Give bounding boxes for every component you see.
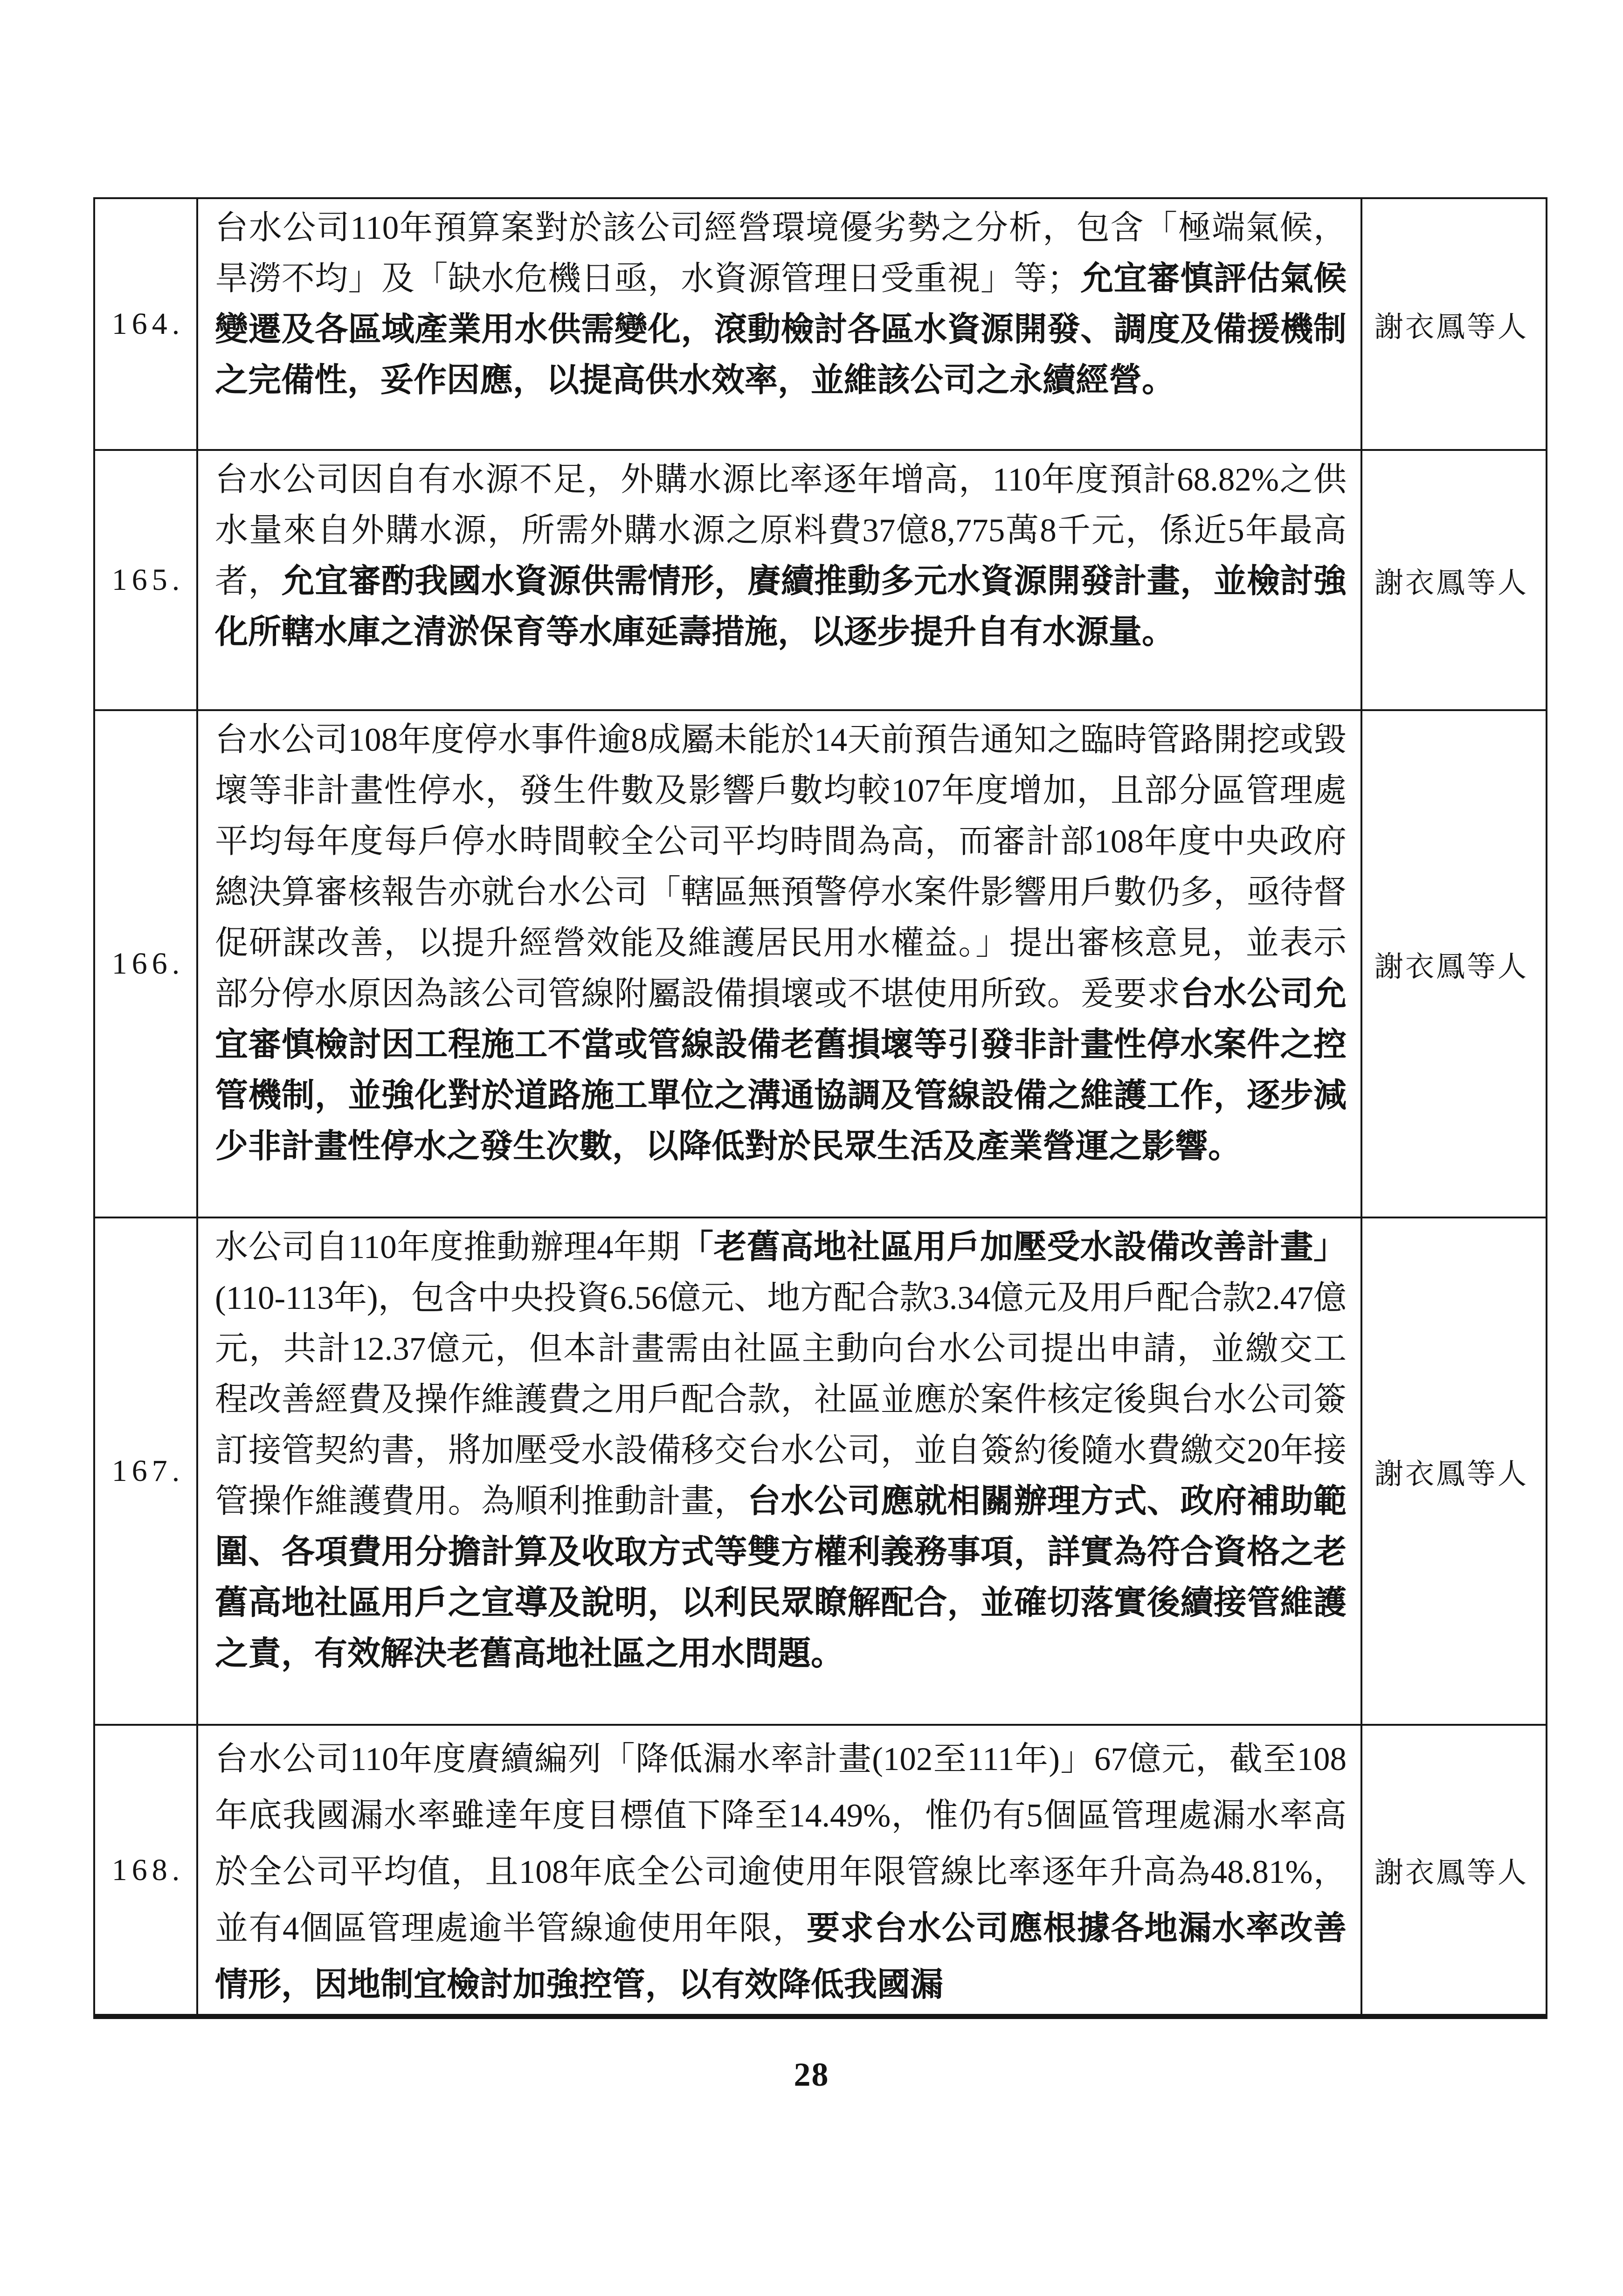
proposer-name: 謝衣鳳等人 bbox=[1374, 311, 1529, 343]
proposer-cell bbox=[1361, 199, 1546, 449]
content-segment: 台水公司因自有水源不足，外購水源比率逐年增高，110年度預計68.82%之供水量來自外購水源，所需外購水源之原料費37億8,775萬8千元，係近5年最高者， bbox=[215, 462, 1347, 600]
item-number: 166. bbox=[95, 711, 198, 1217]
item-content bbox=[198, 1218, 1361, 1724]
proposer-cell bbox=[1361, 1726, 1546, 2014]
proposer-cell bbox=[1361, 1218, 1546, 1724]
table-row bbox=[95, 1726, 1546, 2014]
content-segment: 台水公司108年度停水事件逾8成屬未能於14天前預告通知之臨時管路開挖或毀壞等非計畫性停水，發生件數及影響戶數均較107年度增加，且部分區管理處平均每年度每戶停水時間較全公司平均時間為高，而審計部108年度中央政府總決算審核報告亦就台水公司「轄區無預警停水案件影響用戶數仍多，亟待督促研謀改善，以提升經營效能及維護居民用水權益。」提出審核意見，並表示部分停水原因為該公司管線附屬設備損壞或不堪使用所致。爰要求 bbox=[215, 722, 1347, 1012]
content-segment-emphasized: 「老舊高地社區用戶加壓受水設備改善計畫」 bbox=[680, 1229, 1347, 1266]
content-segment-emphasized: 允宜審酌我國水資源供需情形，賡續推動多元水資源開發計畫，並檢討強化所轄水庫之清淤保育等水庫延壽措施，以逐步提升自有水源量。 bbox=[215, 563, 1347, 650]
item-number: 168. bbox=[95, 1726, 198, 2014]
proposer-name: 謝衣鳳等人 bbox=[1374, 1857, 1529, 1889]
item-content bbox=[198, 199, 1361, 449]
table-row bbox=[95, 1218, 1546, 1726]
content-segment-emphasized: 要求台水公司應根據各地漏水率改善情形，因地制宜檢討加強控管，以有效降低我國漏 bbox=[215, 1910, 1347, 2003]
content-segment-emphasized: 台水公司應就相關辦理方式、政府補助範圍、各項費用分擔計算及收取方式等雙方權利義務事項，詳實為符合資格之老舊高地社區用戶之宣導及說明，以利民眾瞭解配合，並確切落實後續接管維護之責，有效解決老舊高地社區之用水問題。 bbox=[215, 1483, 1347, 1672]
content-segment: 台水公司110年度賡續編列「降低漏水率計畫(102至111年)」67億元，截至108年底我國漏水率雖達年度目標值下降至14.49%，惟仍有5個區管理處漏水率高於全公司平均值，且108年底全公司逾使用年限管線比率逐年升高為48.81%，並有4個區管理處逾半管線逾使用年限， bbox=[215, 1741, 1347, 1947]
review-opinions-table bbox=[93, 197, 1547, 2019]
proposer-name: 謝衣鳳等人 bbox=[1374, 951, 1529, 983]
item-number: 167. bbox=[95, 1218, 198, 1724]
table-row bbox=[95, 451, 1546, 711]
item-content bbox=[198, 711, 1361, 1217]
item-number: 164. bbox=[95, 199, 198, 449]
content-segment: 水公司自110年度推動辦理4年期 bbox=[215, 1229, 680, 1266]
content-segment: 台水公司110年預算案對於該公司經營環境優劣勢之分析，包含「極端氣候，旱澇不均」及「缺水危機日亟，水資源管理日受重視」等； bbox=[215, 210, 1347, 297]
item-number: 165. bbox=[95, 451, 198, 709]
content-segment-emphasized: 允宜審慎評估氣候變遷及各區域產業用水供需變化，滾動檢討各區水資源開發、調度及備援機制之完備性，妥作因應，以提高供水效率，並維該公司之永續經營。 bbox=[215, 261, 1347, 399]
item-content bbox=[198, 451, 1361, 709]
page-number: 28 bbox=[794, 2056, 829, 2093]
table-row bbox=[95, 711, 1546, 1218]
content-segment: (110-113年)，包含中央投資6.56億元、地方配合款3.34億元及用戶配合款2.47億元，共計12.37億元，但本計畫需由社區主動向台水公司提出申請，並繳交工程改善經費及操作維護費之用戶配合款，社區並應於案件核定後與台水公司簽訂接管契約書，將加壓受水設備移交台水公司，並自簽約後隨水費繳交20年接管操作維護費用。為順利推動計畫， bbox=[215, 1280, 1347, 1520]
table-row bbox=[95, 199, 1546, 451]
proposer-cell bbox=[1361, 711, 1546, 1217]
proposer-name: 謝衣鳳等人 bbox=[1374, 1458, 1529, 1490]
proposer-cell bbox=[1361, 451, 1546, 709]
proposer-name: 謝衣鳳等人 bbox=[1374, 567, 1529, 599]
content-segment-emphasized: 台水公司允宜審慎檢討因工程施工不當或管線設備老舊損壞等引發非計畫性停水案件之控管機制，並強化對於道路施工單位之溝通協調及管線設備之維護工作，逐步減少非計畫性停水之發生次數，以降低對於民眾生活及產業營運之影響。 bbox=[215, 976, 1347, 1165]
item-content bbox=[198, 1726, 1361, 2014]
